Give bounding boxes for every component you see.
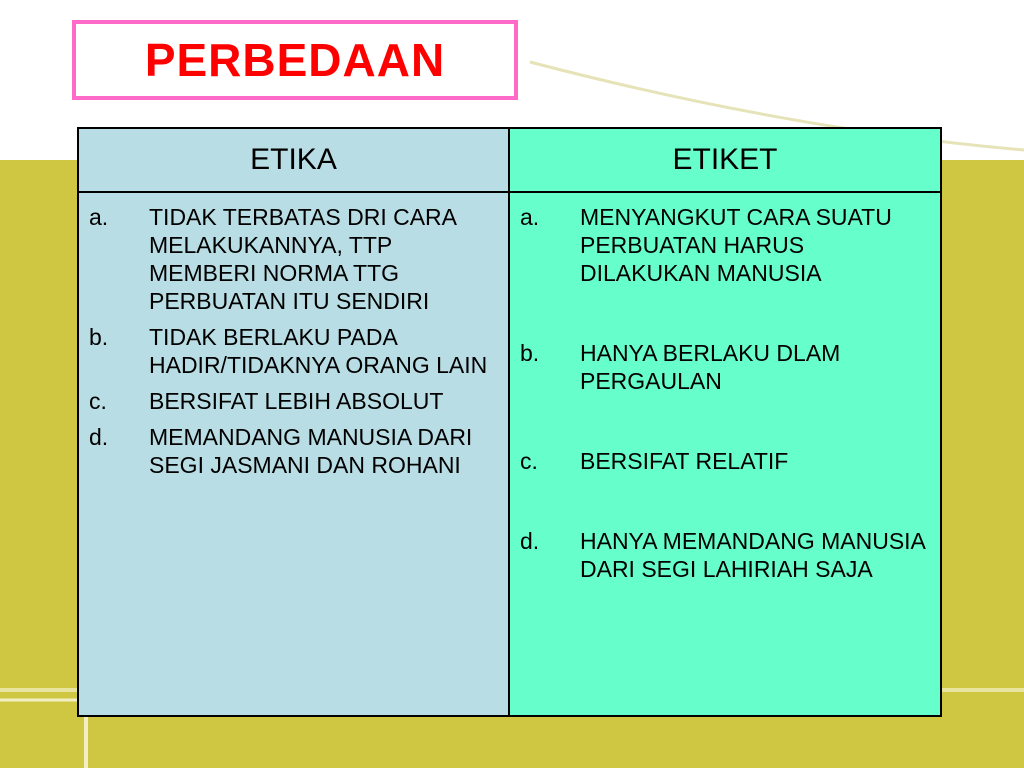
list-item	[520, 339, 932, 395]
list-item	[89, 323, 500, 379]
list-marker: d.	[89, 424, 109, 450]
page-title: PERBEDAAN	[144, 34, 446, 86]
content-row	[78, 192, 941, 716]
list-item	[520, 203, 932, 287]
list-marker: b.	[520, 340, 540, 366]
list-item-text: TIDAK BERLAKU PADA HADIR/TIDAKNYA ORANG LAIN	[149, 324, 488, 378]
list-item	[520, 447, 932, 475]
header-row	[78, 128, 941, 192]
list-item-text: MEMANDANG MANUSIA DARI SEGI JASMANI DAN ROHANI	[149, 424, 473, 478]
list-item-text: BERSIFAT LEBIH ABSOLUT	[149, 388, 444, 414]
list-marker: c.	[520, 448, 538, 474]
header-etika: ETIKA	[78, 128, 509, 192]
list-marker: c.	[89, 388, 107, 414]
list-item-text: TIDAK TERBATAS DRI CARA MELAKUKANNYA, TTP MEMBERI NORMA TTG PERBUATAN ITU SENDIRI	[149, 204, 456, 314]
list-item	[520, 527, 932, 583]
list-marker: b.	[89, 324, 109, 350]
list-marker: d.	[520, 528, 540, 554]
etiket-cell	[509, 192, 941, 716]
title-box	[72, 20, 518, 100]
list-marker: a.	[520, 204, 540, 230]
list-item-text: BERSIFAT RELATIF	[580, 448, 789, 474]
etika-cell	[78, 192, 509, 716]
list-item	[89, 387, 500, 415]
comparison-table	[77, 127, 942, 717]
list-marker: a.	[89, 204, 109, 230]
list-item-text: HANYA MEMANDANG MANUSIA DARI SEGI LAHIRIAH SAJA	[580, 528, 925, 582]
list-item-text: MENYANGKUT CARA SUATU PERBUATAN HARUS DILAKUKAN MANUSIA	[580, 204, 892, 286]
list-item-text: HANYA BERLAKU DLAM PERGAULAN	[580, 340, 841, 394]
list-item	[89, 203, 500, 315]
list-item	[89, 423, 500, 479]
header-etiket: ETIKET	[509, 128, 941, 192]
